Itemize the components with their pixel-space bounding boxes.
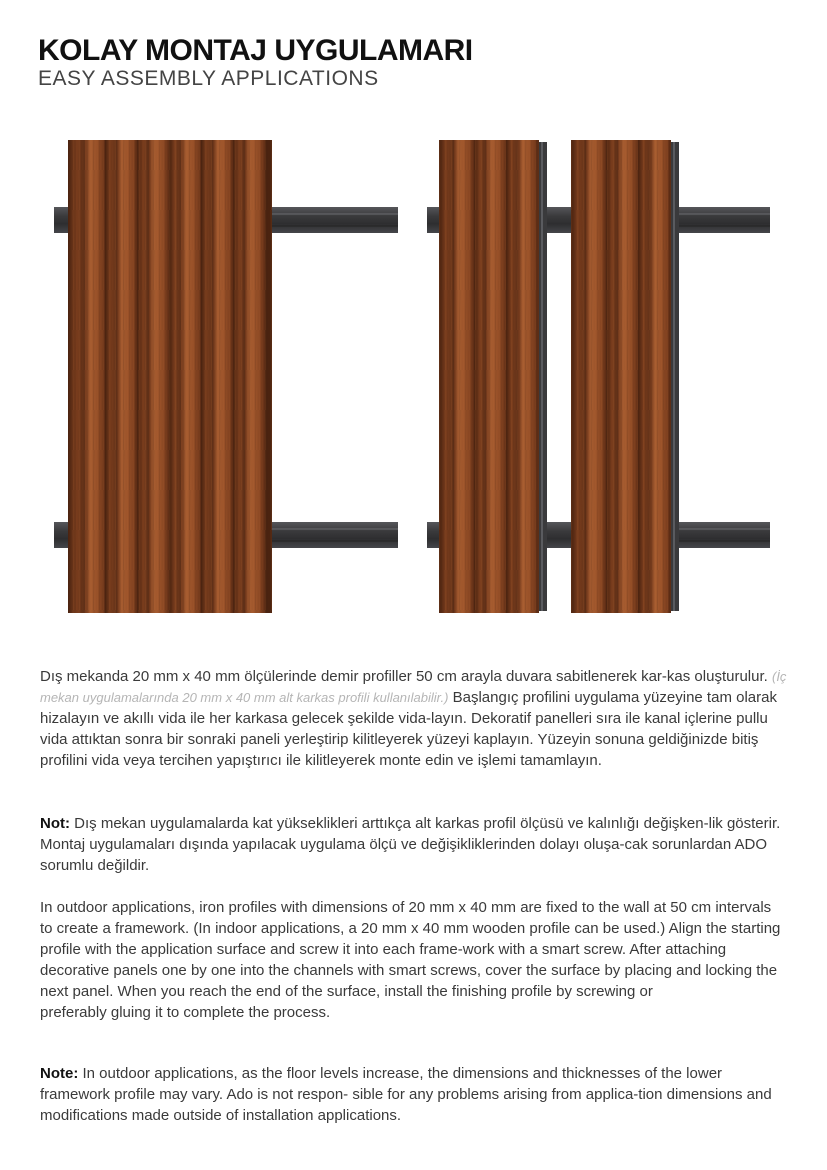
turkish-note bbox=[40, 813, 792, 876]
english-instructions bbox=[40, 897, 785, 1023]
left-wood-panel bbox=[68, 140, 272, 613]
assembly-illustration bbox=[0, 130, 827, 620]
page-title: KOLAY MONTAJ UYGULAMARI bbox=[38, 34, 473, 67]
turkish-note-label: Not: bbox=[40, 815, 70, 832]
english-text-end: preferably gluing it to complete the process. bbox=[40, 1004, 331, 1021]
turkish-indoor-note: (İç mekan uygulamalarında 20 mm x 40 mm alt karkas profili kullanılabilir.) bbox=[40, 669, 787, 705]
right-wood-panel-a bbox=[439, 140, 547, 613]
english-note bbox=[40, 1063, 785, 1126]
english-note-label: Note: bbox=[40, 1065, 79, 1082]
turkish-instructions bbox=[40, 666, 792, 771]
page-subtitle: EASY ASSEMBLY APPLICATIONS bbox=[38, 67, 379, 90]
turkish-text-b: Başlangıç profilini uygulama yüzeyine tam olarak hizalayın ve akıllı vida ile her karkasa gelecek şekilde vida-layın. Dekoratif panelleri sıra ile kanal içlerine pullu vida attıktan sonra bir sonraki paneli yerleştirip kilitleyerek yüzeyi kaplayın. Yüzeyin sonuna geldiğinizde bitiş profilini vida veya tercihen yapıştırıcı ile kilitleyerek monte edin ve işlemi tamamlayın. bbox=[40, 689, 777, 769]
turkish-text-a: Dış mekanda 20 mm x 40 mm ölçülerinde demir profiller 50 cm arayla duvara sabitlenerek kar-kas oluşturulur. bbox=[40, 668, 768, 685]
english-text: In outdoor applications, iron profiles with dimensions of 20 mm x 40 mm are fixed to the wall at 50 cm intervals to create a framework. (In indoor applications, a 20 mm x 40 mm wooden profile can be used.) Align the starting profile with the application surface and screw it into each frame-work with a smart screw. After attaching decorative panels one by one into the channels with smart screws, cover the surface by placing and locking the next panel. When you reach the end of the surface, install the finishing profile by screwing or bbox=[40, 899, 781, 1000]
right-wood-panel-b bbox=[571, 140, 679, 613]
turkish-note-text: Dış mekan uygulamalarda kat yükseklikleri arttıkça alt karkas profil ölçüsü ve kalınlığı değişken-lik gösterir. Montaj uygulamaları dışında yapılacak uygulama ölçü ve değişikliklerinden dolayı oluşa-cak sorunlardan ADO sorumlu değildir. bbox=[40, 815, 781, 874]
english-note-text: In outdoor applications, as the floor levels increase, the dimensions and thicknesses of the lower framework profile may vary. Ado is not respon- sible for any problems arising from applica-tion dimensions and modifications made outside of installation applications. bbox=[40, 1065, 772, 1124]
